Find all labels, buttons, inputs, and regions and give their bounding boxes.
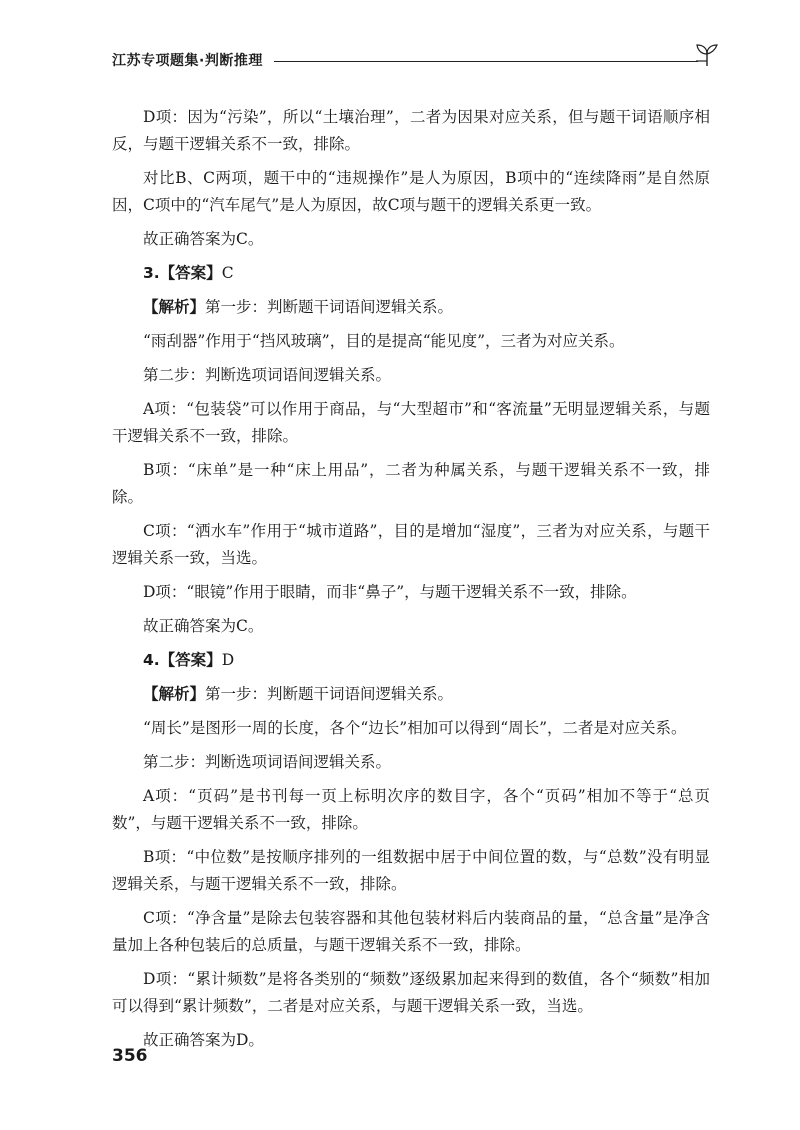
- paragraph: [112, 905, 710, 959]
- paragraph-text: D项：“累计频数”是将各类别的“频数”逐级累加起来得到的数值，各个“频数”相加可以得到“累计频数”，二者是对应关系，与题干逻辑关系一致，当选。: [112, 970, 710, 1015]
- paragraph-text: C项：“净含量”是除去包装容器和其他包装材料后内装商品的量，“总含量”是净含量加上各种包装后的总质量，与题干逻辑关系不一致，排除。: [112, 909, 710, 954]
- answer-tag: 3.【答案】: [143, 264, 222, 282]
- analysis-heading: [112, 681, 710, 708]
- paragraph-text: 故正确答案为C。: [143, 230, 264, 248]
- paragraph: [112, 226, 710, 253]
- answer-value: C: [221, 264, 234, 282]
- answer-tag: 4.【答案】: [143, 651, 222, 669]
- paragraph-text: 故正确答案为D。: [143, 1031, 264, 1049]
- paragraph-text: B项：“床单”是一种“床上用品”，二者为种属关系，与题干逻辑关系不一致，排除。: [112, 461, 710, 506]
- paragraph-text: “周长”是图形一周的长度，各个“边长”相加可以得到“周长”，二者是对应关系。: [143, 719, 687, 737]
- paragraph: [112, 579, 710, 606]
- paragraph: [112, 518, 710, 572]
- paragraph: [112, 1027, 710, 1054]
- paragraph-text: “雨刮器”作用于“挡风玻璃”，目的是提高“能见度”，三者为对应关系。: [143, 332, 625, 350]
- answer-heading: [112, 260, 710, 287]
- page-header: [112, 42, 720, 72]
- analysis-tag: 【解析】: [143, 298, 206, 316]
- paragraph-text: 第一步：判断题干词语间逻辑关系。: [205, 298, 454, 316]
- paragraph: [112, 966, 710, 1020]
- paragraph: [112, 749, 710, 776]
- paragraph-text: A项：“包装袋”可以作用于商品，与“大型超市”和“客流量”无明显逻辑关系，与题干逻辑关系不一致，排除。: [112, 400, 710, 445]
- running-title: 江苏专项题集·判断推理: [112, 53, 263, 69]
- paragraph: [112, 715, 710, 742]
- page-number: 356: [112, 1046, 148, 1066]
- paragraph-text: 对比B、C两项，题干中的“违规操作”是人为原因，B项中的“连续降雨”是自然原因，C项中的“汽车尾气”是人为原因，故C项与题干的逻辑关系更一致。: [112, 169, 710, 214]
- paragraph-text: 第一步：判断题干词语间逻辑关系。: [205, 685, 454, 703]
- paragraph-text: 第二步：判断选项词语间逻辑关系。: [143, 366, 392, 384]
- paragraph: [112, 104, 710, 158]
- analysis-tag: 【解析】: [143, 685, 206, 703]
- paragraph: [112, 613, 710, 640]
- sprout-icon: [694, 42, 720, 68]
- paragraph-text: 故正确答案为C。: [143, 617, 264, 635]
- paragraph: [112, 362, 710, 389]
- paragraph-text: B项：“中位数”是按顺序排列的一组数据中居于中间位置的数，与“总数”没有明显逻辑关系，与题干逻辑关系不一致，排除。: [112, 848, 710, 893]
- answer-heading: [112, 647, 710, 674]
- paragraph-text: C项：“洒水车”作用于“城市道路”，目的是增加“湿度”，三者为对应关系，与题干逻辑关系一致，当选。: [112, 522, 710, 567]
- header-rule: [274, 61, 698, 62]
- paragraph: [112, 165, 710, 219]
- paragraph-text: A项：“页码”是书刊每一页上标明次序的数目字，各个“页码”相加不等于“总页数”，与题干逻辑关系不一致，排除。: [112, 787, 710, 832]
- paragraph-text: D项：“眼镜”作用于眼睛，而非“鼻子”，与题干逻辑关系不一致，排除。: [143, 583, 637, 601]
- paragraph: [112, 457, 710, 511]
- paragraph-text: D项：因为“污染”，所以“土壤治理”，二者为因果对应关系，但与题干词语顺序相反，与题干逻辑关系不一致，排除。: [112, 108, 710, 153]
- page-content: [112, 104, 710, 1061]
- paragraph: [112, 783, 710, 837]
- paragraph: [112, 328, 710, 355]
- paragraph: [112, 396, 710, 450]
- paragraph-text: 第二步：判断选项词语间逻辑关系。: [143, 753, 392, 771]
- paragraph: [112, 844, 710, 898]
- answer-value: D: [221, 651, 235, 669]
- analysis-heading: [112, 294, 710, 321]
